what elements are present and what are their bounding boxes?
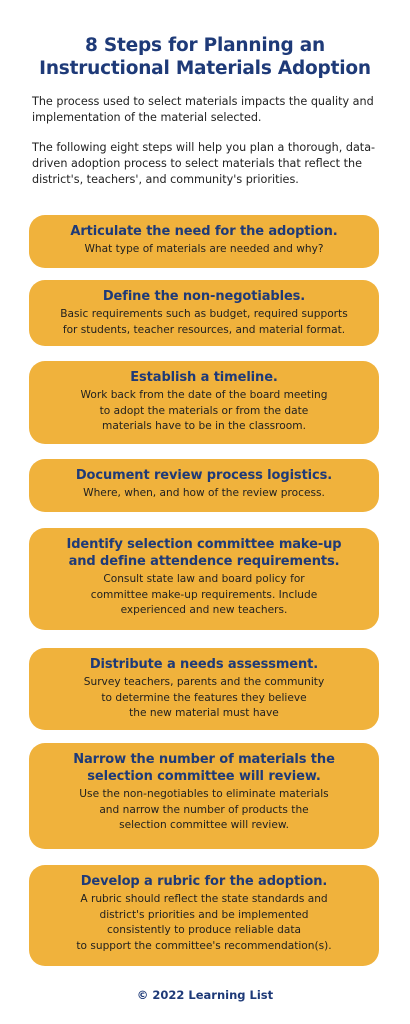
step-body-line: materials have to be in the classroom. bbox=[102, 420, 306, 432]
step-body bbox=[29, 388, 379, 435]
step-card-5 bbox=[29, 528, 379, 630]
step-body-line: district's priorities and be implemented bbox=[99, 908, 309, 921]
step-card-8 bbox=[29, 865, 379, 966]
step-body bbox=[29, 675, 379, 722]
step-title-line: Establish a timeline. bbox=[130, 370, 278, 385]
step-card-3 bbox=[29, 361, 379, 444]
step-title bbox=[29, 467, 379, 484]
step-title-line: Document review process logistics. bbox=[75, 468, 333, 483]
page-title bbox=[0, 34, 410, 80]
step-body bbox=[29, 572, 379, 619]
step-body-line: to determine the features they believe bbox=[101, 691, 307, 704]
step-title-line: and define attendence requirements. bbox=[68, 554, 340, 569]
step-body-line: consistently to produce reliable data bbox=[106, 924, 302, 936]
step-body-line: to support the committee's recommendation(s). bbox=[76, 939, 332, 952]
step-body-line: Use the non-negotiables to eliminate materials bbox=[79, 788, 329, 800]
step-title bbox=[29, 873, 379, 890]
intro-paragraph-2: The following eight steps will help you plan a thorough, data-driven adoption process to select materials that reflect the district's, teachers', and community's priorities. bbox=[32, 141, 376, 186]
step-body-line: and narrow the number of products the bbox=[99, 803, 309, 816]
step-body bbox=[29, 892, 379, 954]
step-body-line: experienced and new teachers. bbox=[120, 604, 288, 616]
step-body-line: Basic requirements such as budget, required supports bbox=[60, 308, 348, 320]
step-title bbox=[29, 751, 379, 785]
step-title bbox=[29, 536, 379, 570]
step-body-line: Where, when, and how of the review process. bbox=[83, 487, 325, 499]
step-card-2 bbox=[29, 280, 379, 346]
step-body-line: selection committee will review. bbox=[119, 819, 289, 831]
step-card-1 bbox=[29, 215, 379, 268]
step-body-line: Survey teachers, parents and the community bbox=[83, 676, 325, 688]
step-title-line: selection committee will review. bbox=[87, 769, 321, 784]
step-card-6 bbox=[29, 648, 379, 730]
step-title-line: Identify selection committee make-up bbox=[66, 537, 342, 552]
step-body-line: for students, teacher resources, and material format. bbox=[62, 323, 346, 336]
step-body bbox=[29, 787, 379, 834]
step-body-line: to adopt the materials or from the date bbox=[99, 404, 309, 417]
step-title bbox=[29, 656, 379, 673]
step-body-line: What type of materials are needed and why? bbox=[84, 243, 324, 255]
copyright-footer: © 2022 Learning List bbox=[136, 988, 274, 1002]
step-body bbox=[29, 242, 379, 258]
step-body-line: committee make-up requirements. Include bbox=[90, 588, 318, 601]
step-body-line: Work back from the date of the board meeting bbox=[80, 389, 328, 401]
step-body-line: the new material must have bbox=[129, 707, 279, 719]
step-card-7 bbox=[29, 743, 379, 849]
step-card-4 bbox=[29, 459, 379, 512]
step-body bbox=[29, 307, 379, 338]
step-title-line: Define the non-negotiables. bbox=[102, 289, 306, 304]
step-title-line: Articulate the need for the adoption. bbox=[70, 224, 338, 239]
title-line-2: Instructional Materials Adoption bbox=[39, 58, 371, 79]
step-title bbox=[29, 223, 379, 240]
step-title-line: Distribute a needs assessment. bbox=[89, 657, 319, 672]
step-title-line: Develop a rubric for the adoption. bbox=[80, 874, 328, 889]
step-title bbox=[29, 369, 379, 386]
step-body-line: A rubric should reflect the state standards and bbox=[80, 893, 328, 905]
step-body bbox=[29, 486, 379, 502]
step-body-line: Consult state law and board policy for bbox=[103, 573, 305, 585]
step-title-line: Narrow the number of materials the bbox=[73, 752, 335, 767]
title-line-1: 8 Steps for Planning an bbox=[84, 35, 326, 56]
intro-paragraph-1: The process used to select materials impacts the quality and implementation of the material selected. bbox=[32, 95, 374, 124]
step-title bbox=[29, 288, 379, 305]
